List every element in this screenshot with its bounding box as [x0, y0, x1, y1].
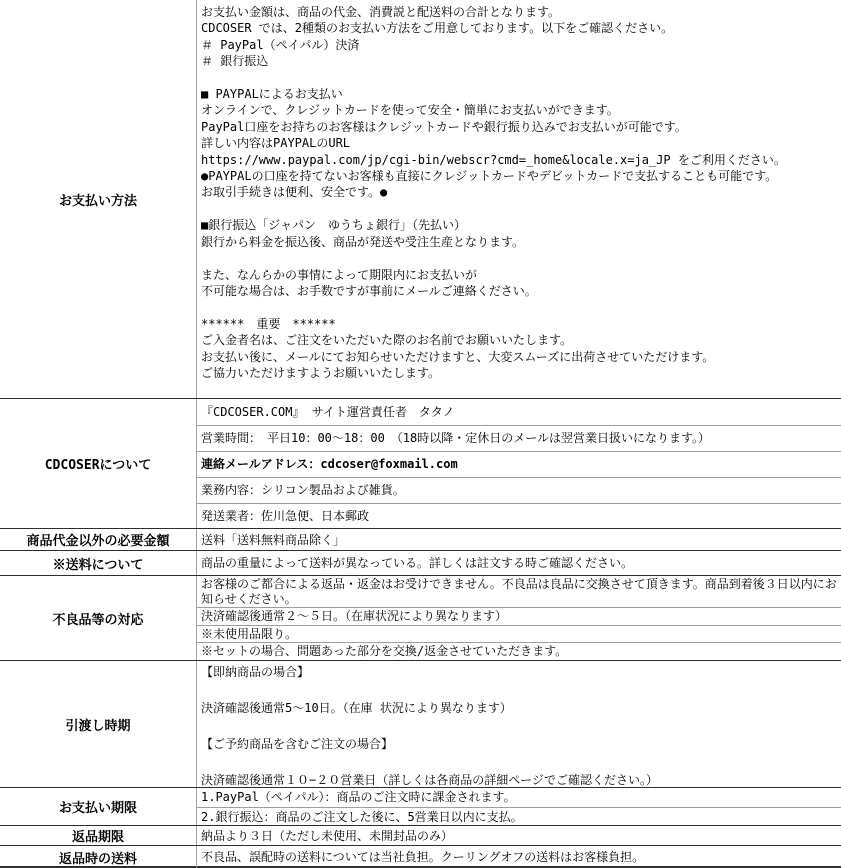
row-content — [197, 551, 841, 575]
text-line — [201, 681, 837, 699]
text-line: 納品より３日（ただし未使用、未開封品のみ） — [201, 829, 454, 843]
text-line: ■ PAYPALによるお支払い — [201, 87, 343, 102]
subrow — [197, 399, 841, 425]
table-row — [0, 398, 841, 528]
row-header: お支払い期限 — [0, 788, 197, 825]
row-header: CDCOSERについて — [0, 399, 197, 528]
subrow — [197, 0, 841, 381]
text-line: お客様のご都合による返品・返金はお受けできません。不良品は良品に交換させて頂きます。商品到着後３日以内にお知らせください。 — [201, 577, 837, 606]
table-row — [0, 528, 841, 550]
row-header: 不良品等の対応 — [0, 576, 197, 660]
text-line — [201, 753, 837, 771]
row-header: 商品代金以外の必要金額 — [0, 529, 197, 550]
text-line: ●PAYPALの口座を持てないお客様も直接にクレジットカードやデビットカードで支払することも可能です。 — [201, 169, 778, 184]
subrow — [197, 529, 841, 550]
subrow — [197, 551, 841, 575]
table-row — [0, 660, 841, 787]
text-line: 商品の重量によって送料が異なっている。詳しくは註文する時ご確認ください。 — [201, 556, 634, 570]
text-line: 【即納商品の場合】 — [201, 665, 310, 679]
table-row — [0, 550, 841, 575]
text-line: お取引手続きは便利、安全です。● — [201, 185, 388, 200]
text-line: 決済確認後通常２〜５日。（在庫状況により異なります） — [201, 609, 508, 623]
row-content — [197, 788, 841, 825]
text-line: 決済確認後通常5〜10日。（在庫 状況により異なります） — [201, 701, 512, 715]
text-line: 送料「送料無料商品除く」 — [201, 533, 346, 547]
text-line — [201, 250, 837, 266]
text-line: オンラインで、クレジットカードを使って安全・簡単にお支払いができます。 — [201, 103, 619, 118]
text-line: 連絡メールアドレス：cdcoser@foxmail.com — [201, 457, 458, 471]
text-line: 業務内容：シリコン製品および雑貨。 — [201, 483, 405, 497]
text-line: ■銀行振込「ジャパン ゆうちょ銀行」（先払い） — [201, 218, 466, 233]
text-line — [201, 717, 837, 735]
text-line: 不可能な場合は、お手数ですが事前にメールご連絡ください。 — [201, 283, 537, 298]
text-line: ＃ 銀行振込 — [201, 54, 269, 69]
subrow — [197, 807, 841, 825]
text-line: ご協力いただけますようお願いいたします。 — [201, 365, 441, 380]
text-line: ＃ PayPal（ペイパル）決済 — [201, 37, 360, 52]
subrow — [197, 576, 841, 607]
text-line: 2.銀行振込：商品のご注文した後に、5営業日以内に支払。 — [201, 810, 523, 824]
text-line: 不良品、誤配時の送料については当社負担。クーリングオフの送料はお客様負担。 — [201, 850, 645, 864]
subrow — [197, 451, 841, 477]
subrow — [197, 625, 841, 643]
text-line: ※未使用品限り。 — [201, 626, 298, 641]
row-content — [197, 399, 841, 528]
text-line: 営業時間： 平日10：00〜18：00 （18時以降・定休日のメールは翌営業日扱いになります。） — [201, 431, 711, 445]
row-content — [197, 826, 841, 845]
row-header: お支払い方法 — [0, 0, 197, 398]
subrow — [197, 642, 841, 660]
text-line: また、なんらかの事情によって期限内にお支払いが — [201, 267, 478, 282]
row-content — [197, 0, 841, 398]
text-line: https://www.paypal.com/jp/cgi-bin/webscr?cmd=_home&locale.x=ja_JP をご利用ください。 — [201, 152, 786, 167]
row-header: 返品期限 — [0, 826, 197, 845]
row-content — [197, 529, 841, 550]
text-line — [201, 70, 837, 86]
text-line: ****** 重要 ****** — [201, 316, 336, 331]
text-line: PayPal口座をお持ちのお客様はクレジットカードや銀行振り込みでお支払いが可能です。 — [201, 119, 687, 134]
text-line: 【ご予約商品を含むご注文の場合】 — [201, 737, 394, 751]
row-header: 引渡し時期 — [0, 661, 197, 787]
text-line: ※セットの場合、問題あった部分を交換/返金させていただきます。 — [201, 644, 568, 658]
subrow — [197, 477, 841, 503]
text-line — [201, 201, 837, 217]
subrow — [197, 503, 841, 528]
text-line: お支払い後に、メールにてお知らせいただけますと、大変スムーズに出荷させていただけます。 — [201, 349, 715, 364]
table-row — [0, 787, 841, 825]
text-line: 銀行から料金を振込後、商品が発送や受注生産となります。 — [201, 234, 525, 249]
subrow — [197, 788, 841, 807]
subrow — [197, 826, 841, 845]
table-row — [0, 575, 841, 660]
table-row — [0, 845, 841, 868]
subrow — [197, 425, 841, 451]
table-row — [0, 825, 841, 845]
row-header: ※送料について — [0, 551, 197, 575]
text-line: 決済確認後通常１０−２０営業日（詳しくは各商品の詳細ページでご確認ください。） — [201, 773, 658, 787]
text-line: 詳しい内容はPAYPALのURL — [201, 136, 351, 151]
text-line — [201, 299, 837, 315]
table-row — [0, 0, 841, 398]
text-line: 『CDCOSER.COM』 サイト運営責任者 タタノ — [201, 404, 455, 419]
text-line: CDCOSER では、2種類のお支払い方法をご用意しております。以下をご確認ください。 — [201, 21, 674, 36]
text-line: 1.PayPal（ペイパル）：商品のご注文時に課金されます。 — [201, 790, 516, 804]
subrow — [197, 607, 841, 625]
text-line: ご入金者名は、ご注文をいただいた際のお名前でお願いいたします。 — [201, 333, 573, 348]
row-content — [197, 576, 841, 660]
row-content — [197, 661, 841, 787]
text-line: 発送業者：佐川急便、日本郵政 — [201, 509, 370, 523]
subrow — [197, 661, 841, 787]
subrow — [197, 846, 841, 868]
text-line: お支払い金額は、商品の代金、消費説と配送料の合計となります。 — [201, 5, 561, 19]
row-content — [197, 846, 841, 868]
row-header: 返品時の送料 — [0, 846, 197, 868]
